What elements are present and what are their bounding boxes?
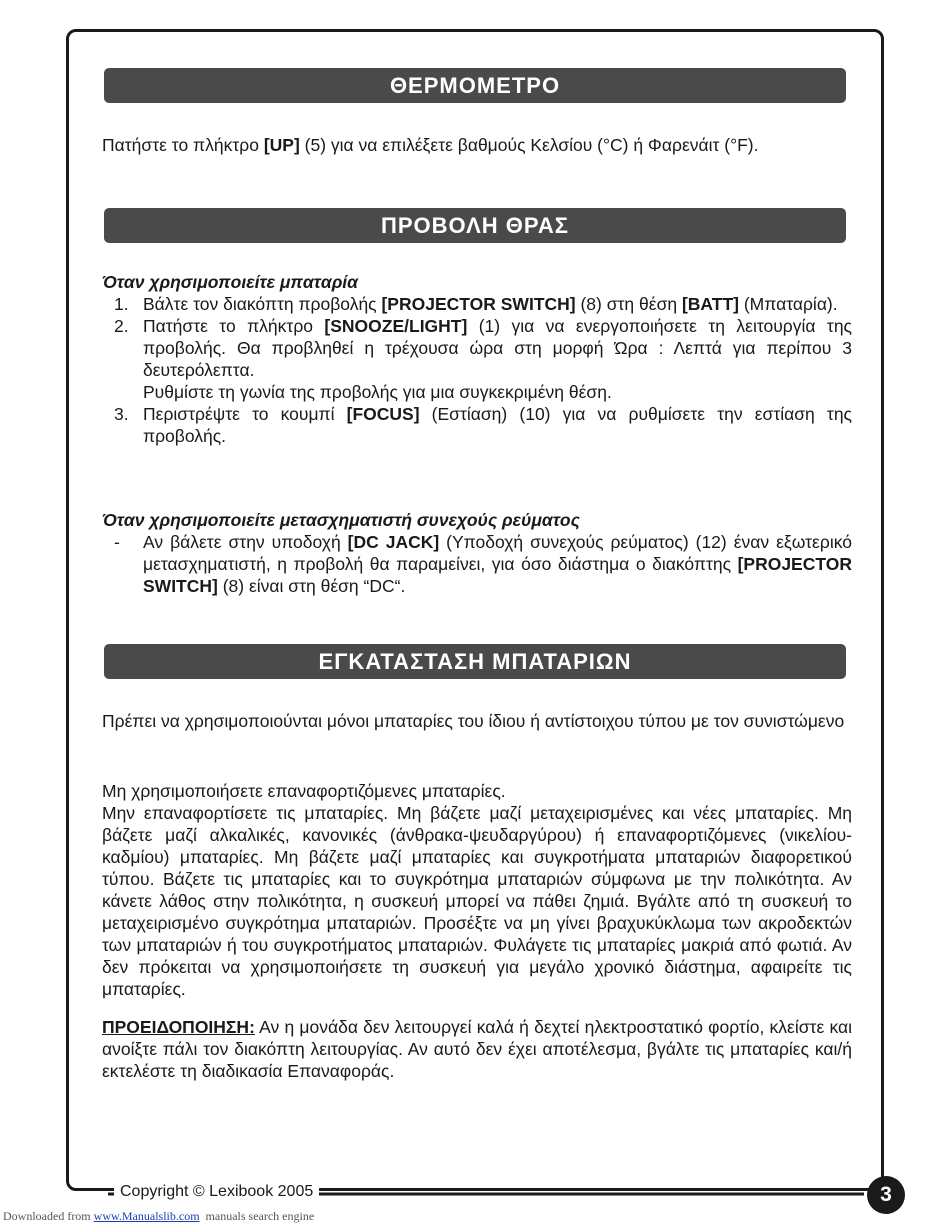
- text-run: (8) είναι στη θέση “DC“.: [217, 576, 406, 596]
- batteries-intro: [102, 710, 852, 732]
- text-run: Ρυθμίστε τη γωνία της προβολής για μια συγκεκριμένη θέση.: [143, 382, 612, 402]
- list-item: [102, 531, 852, 597]
- text-run: (1) για να ενεργοποιήσετε τη λειτουργία της προβολής. Θα προβληθεί η τρέχουσα ώρα στη μορφή Ώρα : Λεπτά για περίπου 3 δευτερόλεπτα.: [143, 316, 852, 380]
- section-title: ΘΕΡΜΟΜΕΤΡΟ: [389, 72, 561, 98]
- section-header-projection: [104, 208, 846, 243]
- list-item: [102, 403, 852, 447]
- text-run: (5) για να επιλέξετε βαθμούς Κελσίου (°C) ή Φαρενάιτ (°F).: [299, 135, 759, 155]
- warning-label: ΠΡΟΕΙΔΟΠΟΙΗΣΗ:: [102, 1017, 255, 1037]
- footer-prefix: Downloaded from: [3, 1209, 94, 1223]
- key-label: [PROJECTOR SWITCH]: [381, 294, 576, 314]
- text-run: (Μπαταρία).: [738, 294, 838, 314]
- paragraph: Πρέπει να χρησιμοποιούνται μόνοι μπαταρίες του ίδιου ή αντίστοιχου τύπου με τον συνιστώμενο: [102, 711, 845, 731]
- battery-steps-list: [102, 293, 852, 447]
- section-header-thermometer: [104, 68, 846, 103]
- text-run: (8) στη θέση: [575, 294, 682, 314]
- list-number: 2.: [114, 316, 129, 336]
- batteries-body: [102, 780, 852, 1000]
- list-item: [102, 293, 852, 315]
- key-label: [DC JACK]: [347, 532, 440, 552]
- section-header-batteries: [104, 644, 846, 679]
- dc-list: [102, 531, 852, 597]
- key-label: [BATT]: [681, 294, 739, 314]
- key-label: [FOCUS]: [346, 404, 420, 424]
- section-title: ΕΓΚΑΤΑΣΤΑΣΗ ΜΠΑΤΑΡΙΩΝ: [318, 648, 632, 674]
- download-footer: [3, 1209, 314, 1224]
- text-run: (Εστίαση) (10) για να ρυθμίσετε την εστίαση της προβολής.: [143, 404, 852, 446]
- text-run: Βάλτε τον διακόπτη προβολής: [143, 294, 382, 314]
- text-run: Περιστρέψτε το κουμπί: [143, 404, 347, 424]
- manualslib-link[interactable]: www.Manualslib.com: [93, 1209, 200, 1223]
- text-run: Αν η μονάδα δεν λειτουργεί καλά ή δεχτεί ηλεκτροστατικό φορτίο, κλείστε και ανοίξτε πάλι τον διακόπτη λειτουργίας. Αν αυτό δεν έχει αποτέλεσμα, βγάλτε τις μπαταρίες και/ή εκτελέστε τη διαδικασία Επαναφοράς.: [102, 1017, 852, 1081]
- copyright-text: Copyright © Lexibook 2005: [114, 1183, 319, 1201]
- text-run: Πατήστε το πλήκτρο: [143, 316, 325, 336]
- text-run: Αν βάλετε στην υποδοχή: [143, 532, 348, 552]
- projection-battery-block: [102, 271, 852, 447]
- page-number-badge: [867, 1176, 905, 1214]
- thermometer-paragraph: [102, 134, 852, 156]
- key-label: [PROJECTOR SWITCH]: [143, 554, 852, 596]
- warning-paragraph: [102, 1016, 852, 1082]
- page-number: 3: [880, 1183, 892, 1206]
- section-title: ΠΡΟΒΟΛΗ ΘΡΑΣ: [381, 212, 569, 238]
- list-item: [102, 315, 852, 403]
- paragraph: Μη χρησιμοποιήσετε επαναφορτιζόμενες μπαταρίες.: [102, 781, 506, 801]
- projection-dc-block: [102, 509, 852, 597]
- footer-suffix: manuals search engine: [199, 1209, 315, 1223]
- key-label: [UP]: [263, 135, 300, 155]
- list-bullet: -: [114, 532, 120, 552]
- subheading-battery: Όταν χρησιμοποιείτε μπαταρία: [102, 272, 358, 292]
- subheading-dc: Όταν χρησιμοποιείτε μετασχηματιστή συνεχούς ρεύματος: [102, 510, 580, 530]
- list-number: 1.: [114, 294, 129, 314]
- text-run: (Υποδοχή συνεχούς ρεύματος) (12) έναν εξωτερικό μετασχηματιστή, η προβολή θα παραμείνει, για όσο διάστημα ο διακόπτης: [143, 532, 852, 574]
- text-run: Πατήστε το πλήκτρο: [102, 135, 264, 155]
- key-label: [SNOOZE/LIGHT]: [324, 316, 468, 336]
- paragraph: Μην επαναφορτίσετε τις μπαταρίες. Μη βάζετε μαζί μεταχειρισμένες και νέες μπαταρίες. Μη βάζετε μαζί αλκαλικές, κανονικές (άνθρακα-ψευδαργύρου) ή επαναφορτιζόμενες (νικελίου-καδμίου) μπαταρίες. Μη βάζετε μαζί μπαταρίες και συγκροτήματα μπαταριών διαφορετικού τύπου. Βάζετε τις μπαταρίες και το συγκρότημα μπαταριών σύμφωνα με την πολικότητα. Αν κάνετε λάθος στην πολικότητα, η συσκευή μπορεί να πάθει ζημιά. Βγάλτε από τη συσκευή το μεταχειρισμένο συγκρότημα μπαταριών. Προσέξτε να μη γίνει βραχυκύκλωμα των ακροδεκτών των μπαταριών ή του συγκροτήματος μπαταριών. Φυλάγετε τις μπαταρίες μακριά από φωτιά. Αν δεν πρόκειται να χρησιμοποιήσετε τη συσκευή για μεγάλο χρονικό διάστημα, αφαιρείτε τις μπαταρίες.: [102, 803, 852, 999]
- list-number: 3.: [114, 404, 129, 424]
